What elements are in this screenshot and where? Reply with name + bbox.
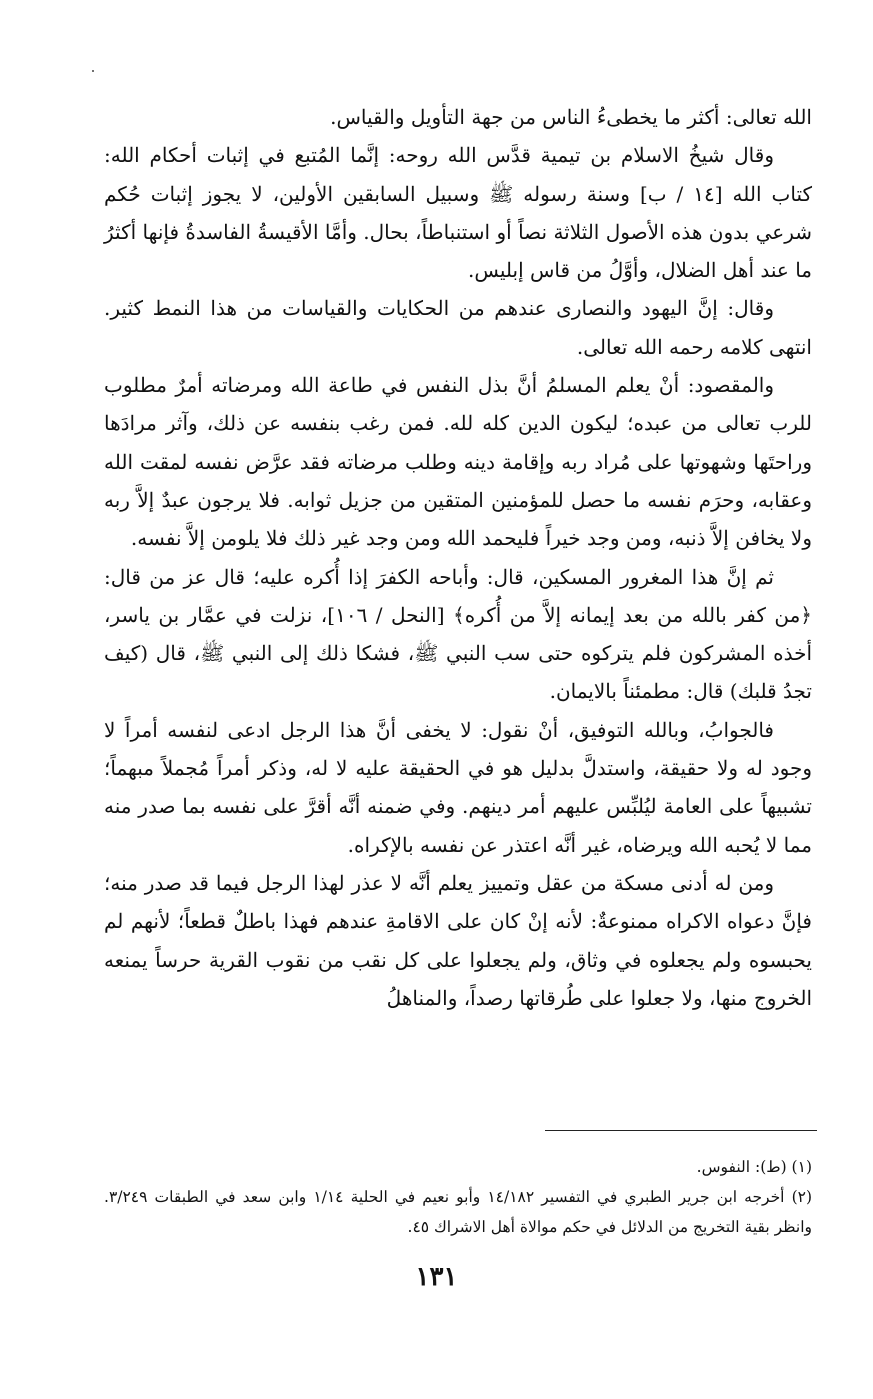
footnote-divider: [545, 1130, 817, 1131]
footnotes: [104, 1152, 812, 1242]
paragraph-3: وقال: إنَّ اليهود والنصارى عندهم من الحكايات والقياسات من هذا النمط كثير. انتهى كلامه رحمه الله تعالى.: [104, 296, 812, 359]
paragraph-4: [104, 366, 812, 557]
paragraph-7: ومن له أدنى مسكة من عقل وتمييز يعلم أنَّه لا عذر لهذا الرجل فيما قد صدر منه؛ فإنَّ دعواه الاكراه ممنوعةٌ: لأنه إنْ كان على الاقامةِ عندهم فهذا باطلٌ قطعاً؛ لأنهم لم يحبسوه ولم يجعلوه في وثاق، ولم يجعلوا على كل نقب من نقوب القرية حرساً يمنعه الخروج منها، ولا جعلوا على طُرقاتها رصداً، والمناهلُ: [104, 870, 812, 1010]
paragraph-5-text: ثم إنَّ هذا المغرور المسكين، قال: وأباحه الكفرَ إذا أُكره عليه؛ قال عز من قال: ﴿من كفر بالله من بعد إيمانه إلاَّ من أُكره﴾ [النحل / ١٠٦]، نزلت في عمَّار بن ياسر، أخذه المشركون فلم يتركوه حتى سب النبي ﷺ، فشكا ذلك إلى النبي ﷺ، قال (كيف تجدُ قلبك) قال: مطمئناً بالايمان.: [104, 564, 813, 704]
paragraph-5: [104, 558, 812, 711]
footnote-2: (٢) أخرجه ابن جرير الطبري في التفسير ١٤/١٨٢ وأبو نعيم في الحلية ١/١٤ وابن سعد في الطبقات ٣/٢٤٩. وانظر بقية التخريج من الدلائل في حكم موالاة أهل الاشراك ٤٥.: [104, 1188, 813, 1236]
main-text: [104, 98, 812, 1017]
scan-speck: [92, 70, 94, 72]
paragraph-1: الله تعالى: أكثر ما يخطىءُ الناس من جهة التأويل والقياس.: [330, 105, 812, 129]
page-number: ١٣١: [415, 1262, 458, 1292]
footnote-1: (١) (ط): النفوس.: [696, 1158, 812, 1176]
paragraph-2: وقال شيخُ الاسلام بن تيمية قدَّس الله روحه: إنَّما المُتبع في إثبات أحكام الله: كتاب الله [١٤ / ب] وسنة رسوله ﷺ وسبيل السابقين الأولين، لا يجوز إثبات حُكم شرعي بدون هذه الأصول الثلاثة نصاً أو استنباطاً، بحال. وأمَّا الأقيسةُ الفاسدةُ فإنها أكثرُ ما عند أهل الضلال، وأوَّلُ من قاس إبليس.: [104, 143, 812, 283]
paragraph-6: فالجوابُ، وبالله التوفيق، أنْ نقول: لا يخفى أنَّ هذا الرجل ادعى لنفسه أمراً لا وجود له ولا حقيقة، واستدلَّ بدليل هو في الحقيقة عليه لا له، وذكر أمراً مُجملاً مبهماً؛ تشبيهاً على العامة ليُلبِّس عليهم أمر دينهم. وفي ضمنه أنَّه أقرَّ على نفسه بما صدر منه مما لا يُحبه الله ويرضاه، غير أنَّه اعتذر عن نفسه بالإكراه.: [104, 717, 812, 857]
paragraph-4-text: والمقصود: أنْ يعلم المسلمُ أنَّ بذل النفس في طاعة الله ومرضاته أمرٌ مطلوب للرب تعالى من عبده؛ ليكون الدين كله لله. فمن رغب بنفسه عن ذلك، وآثر مرادَها وراحتَها وشهوتها على مُراد ربه وإقامة دينه وطلب مرضاته فقد عرَّض نفسه لمقت الله وعقابه، وحرَم نفسه ما حصل للمؤمنين المتقين من جزيل ثوابه. فلا يرجون عبدٌ إلاَّ ربه ولا يخافن إلاَّ ذنبه، ومن وجد خيراً فليحمد الله ومن وجد غير ذلك فلا يلومن إلاَّ نفسه.: [104, 373, 813, 551]
